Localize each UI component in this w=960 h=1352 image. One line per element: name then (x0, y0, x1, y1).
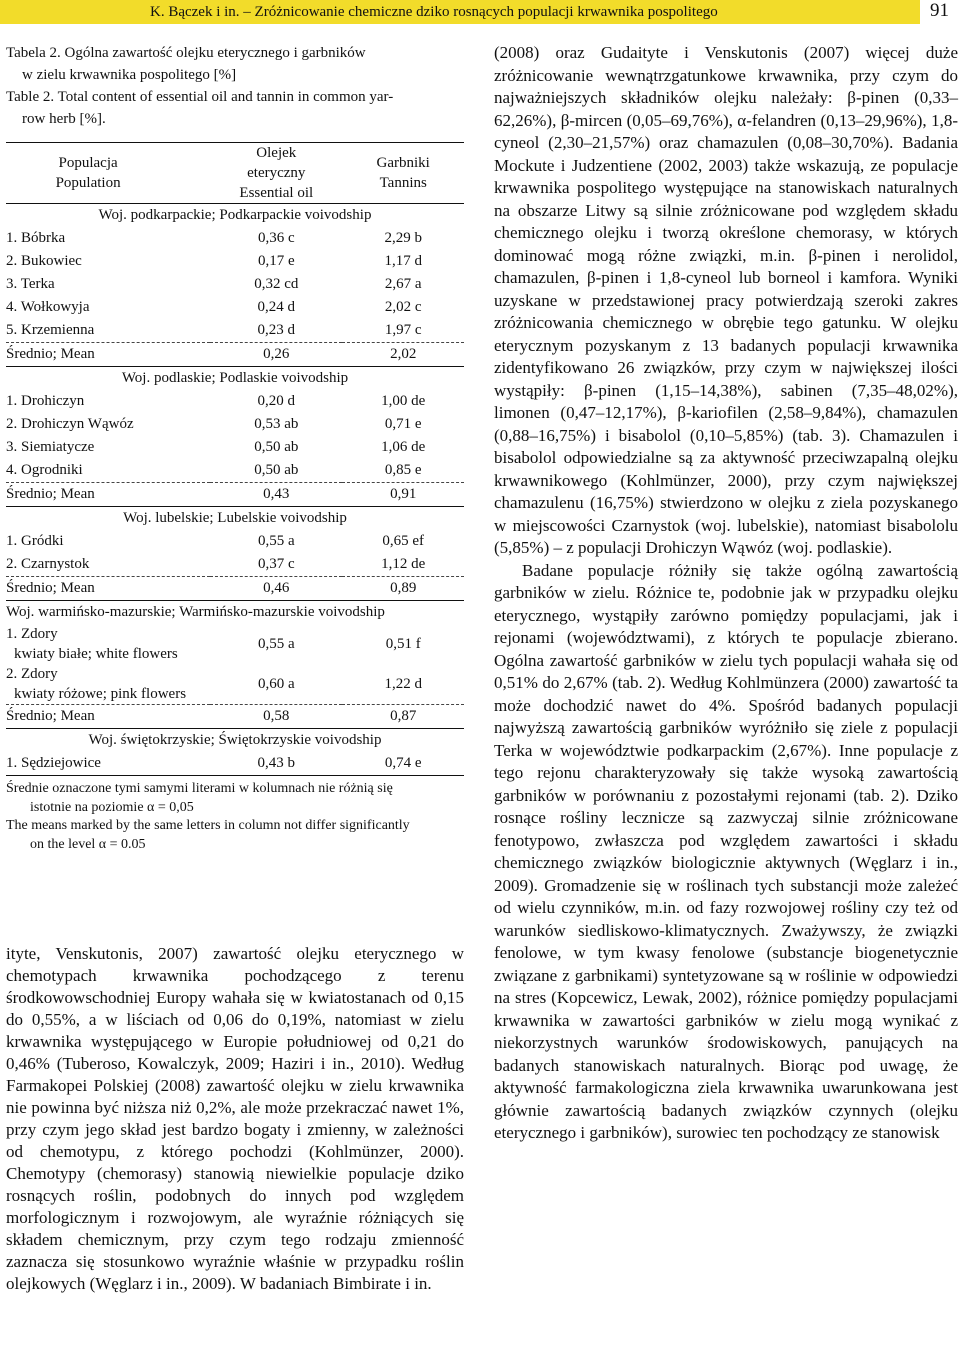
region-row: Woj. warmińsko-mazurskie; Warmińsko-mazurskie voivodship (6, 604, 385, 620)
mean-row: Średnio; Mean 0,43 0,91 (6, 483, 464, 507)
table-row: 4. Ogrodniki 0,50 ab 0,85 e (6, 459, 464, 483)
note-pl-line1: Średnie oznaczone tymi samymi literami w kolumnach nie różnią się (6, 781, 393, 796)
table-row: 2. Drohiczyn Wąwóz 0,53 ab 0,71 e (6, 416, 422, 432)
page-number: 91 (930, 0, 949, 21)
table-row: 2. Czarnystok 0,37 c 1,12 de (6, 553, 464, 577)
region-row: Woj. podkarpackie; Podkarpackie voivodship (98, 207, 372, 223)
right-paragraph-1: (2008) oraz Gudaityte i Venskutonis (2007) więcej duże zróżnicowanie wewnątrzgatunkowe krwawnika, przy czym do najważniejszych składników olejku należały: β-pinen (0,33–62,26%), β-mircen (0,05–69,76%), α-felandren (0,13–29,96%), 1,8-cyneol (2,30–21,57%) oraz chamazulen (0,08–30,70%). Badania Mockute i Judzentiene (2002, 2003) także wskazują, ze populacje krwawnika pospolitego występujące na stanowiskach naturalnych na obszarze Litwy są silnie zróżnicowane pod względem składu chemicznego olejku i tworzą określone chemorasy, w których dominować mogą różne związki, m.in. β-pinen i nerolidol, chamazulen, β-pinen i 1,8-cyneol lub borneol i kamfora. Wyniki uzyskane w przedstawionej pracy potwierdzają szeroki zakres zróżnicowania chemicznego w obrębie tego gatunku. W olejku eterycznym pozyskanym z 13 badanych populacji krwawnika zidentyfikowano 26 związków, przy czym w największej ilości wystąpiły: β-pinen (1,15–14,38%), sabinen (7,35–48,02%), limonen (0,47–12,17%), β-kariofilen (2,58–9,84%), chamazulen (0,88–16,75%) i bisabolol (0,10–5,85%) (tab. 3). Chamazulen i bisabolol odpowiedzialne są za aktywność przeciwzapalną olejku krwawnikowego (Kohlmünzer, 2000), przy czym największej chamazulenu (16,75%) stwierdzono w olejku z ziela pozyskanego w miejscowości Czarnystok (woj. lubelskie), natomiast bisabololu (5,85%) – z populacji Drohiczyn Wąwóz (woj. podlaskie). (494, 43, 958, 557)
region-row: Woj. świętokrzyskie; Świętokrzyskie voivodship (88, 732, 382, 748)
left-column (6, 42, 464, 854)
caption-en-line2: row herb [%]. (22, 111, 106, 127)
header-essential-oil: Olejek eteryczny Essential oil (210, 143, 342, 204)
note-en-line2: on the level α = 0.05 (30, 836, 146, 852)
note-pl-line2: istotnie na poziomie α = 0,05 (30, 799, 194, 815)
note-en-line1: The means marked by the same letters in column not differ significantly (6, 818, 410, 833)
right-column (494, 42, 958, 1145)
region-row: Woj. lubelskie; Lubelskie voivodship (123, 510, 347, 526)
caption-pl-line2: w zielu krwawnika pospolitego [%] (22, 67, 237, 83)
caption-en-line1: Table 2. Total content of essential oil and tannin in common yar- (6, 89, 394, 105)
mean-row: Średnio; Mean 0,58 0,87 (6, 705, 464, 729)
left-body-paragraph: ityte, Venskutonis, 2007) zawartość olejku eterycznego w chemotypach krwawnika pochodzącego z terenu środkowowschodniej Europy wahała się w kwiatostanach od 0,15 do 0,55%, a w liściach od 0,06 do 0,19%, natomiast w zielu krwawnika występującego w Europie południowej od 0,21 do 0,46% (Tuberoso, Kowalczyk, 2009; Haziri i in., 2010). Według Farmakopei Polskiej (2008) zawartość olejku w zielu krwawnika nie powinna być niższa niż 0,2%, ale może przekraczać nawet 1%, przy czym jego skład jest bardzo bogaty i zmienny, w zależności od chemotypu, z którego pochodzi (Kohlmünzer, 2000). Chemotypy (chemorasy) stanowią niewielkie populacje dziko rosnących roślin, podobnych do innych pod względem morfologicznym i rozwojowym, ale wyraźnie różniących się składem chemicznym, przy czym tego rodzaju zmienność zaznacza się stosunkowo wyraźnie właśnie w przypadku roślin olejkowych (Węglarz i in., 2009). W badaniach Bimbirate i in. (6, 944, 464, 1293)
table-row: 1. Sędziejowice 0,43 b 0,74 e (6, 752, 464, 776)
table-notes (6, 780, 464, 854)
data-table (6, 142, 464, 776)
header-tannins: Garbniki Tannins (342, 143, 464, 204)
table-row: 1. Gródki 0,55 a 0,65 ef (6, 533, 425, 549)
header-population: Populacja Population (6, 143, 210, 204)
table-row: 5. Krzemienna 0,23 d 1,97 c (6, 319, 464, 343)
caption-pl-line1: Tabela 2. Ogólna zawartość olejku eterycznego i garbników (6, 45, 366, 61)
table-row: 1. Zdory kwiaty białe; white flowers 0,55 a 0,51 f (6, 626, 421, 662)
table-caption (6, 42, 464, 130)
running-head-bar (0, 0, 920, 24)
table-row: 1. Drohiczyn 0,20 d 1,00 de (6, 393, 426, 409)
table-row: 3. Siemiatycze 0,50 ab 1,06 de (6, 439, 426, 455)
region-row: Woj. podlaskie; Podlaskie voivodship (121, 370, 349, 386)
table-row: 3. Terka 0,32 cd 2,67 a (6, 276, 422, 292)
table-row: 1. Bóbrka 0,36 c 2,29 b (6, 230, 422, 246)
table-header-row (6, 143, 464, 204)
mean-row: Średnio; Mean 0,26 2,02 (6, 343, 464, 367)
right-paragraph-2: Badane populacje różniły się także ogólną zawartością garbników w zielu. Różnice te, podobnie jak w przypadku olejku eterycznego, wystąpiły zarówno pomiędzy populacjami, jak i rejonami (województwami), z których te populacje zbierano. Ogólna zawartość garbników w zielu tych populacji wahała się od 0,51% do 2,67% (tab. 2). Według Kohlmünzera (2000) zawartość ta może dochodzić nawet do 4%. Spośród badanych populacji najwyższą zawartością garbników wyróżniło się ziele z populacji Terka w województwie podkarpackim (2,67%). Inne populacje z tego rejonu charakteryzowały się także wysoką zawartością garbników w porównaniu z pozostałymi rejonami (tab. 2). Dziko rosnące rośliny lecznicze są zazwyczaj silnie zróżnicowane fenotypowo, zwłaszcza pod względem zawartości i składu chemicznego związków biologicznie aktywnych (Węglarz i in., 2009). Gromadzenie się w roślinach tych substancji może zależeć od wielu czynników, m.in. od fazy rozwojowej rośliny czy też od warunków siedliskowo-klimatycznych. Zważywszy, że związki fenolowe, w tym kwasy fenolowe (substancje biogenetycznie związane z garbnikami) syntetyzowane są w roślinie w odpowiedzi na stres (Kopcewicz, Lewak, 2002), różnice pomiędzy populacjami krwawnika w zawartości garbników w zielu mogą wynikać z niekorzystnych warunków środowiskowych, panujących na badanych stanowiskach naturalnych. Biorąc pod uwagę, że aktywność farmakologiczna ziela krwawnika uwarunkowana jest głównie zawartością badanych związków czynnych (olejku eterycznego i garbników), surowiec ten pochodzący ze stanowisk (494, 560, 958, 1142)
mean-row: Średnio; Mean 0,46 0,89 (6, 577, 464, 601)
table-row: 2. Zdory kwiaty różowe; pink flowers 0,60 a 1,22 d (6, 664, 464, 705)
running-head: K. Bączek i in. – Zróżnicowanie chemiczne dziko rosnących populacji krwawnika pospolitego (150, 4, 718, 20)
table-row: 2. Bukowiec 0,17 e 1,17 d (6, 253, 422, 269)
table-row: 4. Wołkowyja 0,24 d 2,02 c (6, 299, 422, 315)
